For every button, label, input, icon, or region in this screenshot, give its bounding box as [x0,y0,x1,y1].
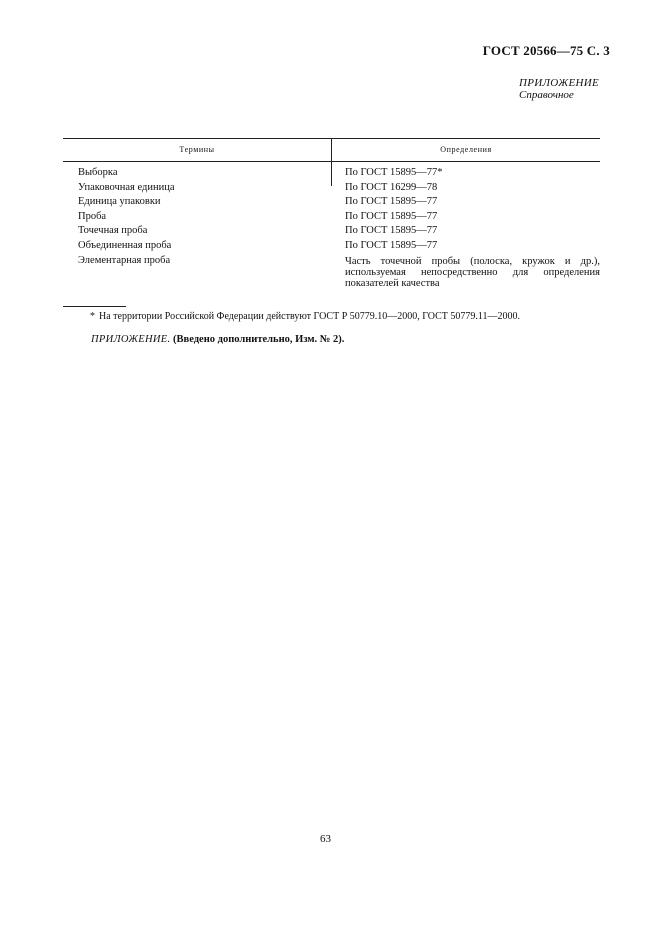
table-row [63,239,600,254]
amendment-note-text: (Введено дополнительно, Изм. № 2). [173,334,345,345]
amendment-note-label: ПРИЛОЖЕНИЕ. [91,334,171,345]
appendix-heading [519,77,599,101]
term-cell: Упаковочная единица [78,181,175,193]
definition-cell: По ГОСТ 15895—77* [345,167,443,178]
term-cell: Элементарная проба [78,254,171,266]
amendment-note [91,334,344,345]
table-row [63,210,600,225]
footnote [90,311,520,322]
column-divider-body [331,162,332,186]
footnote-mark: * [90,311,95,322]
page-header: ГОСТ 20566—75 С. 3 [482,43,610,58]
header-terms: Термины [179,145,215,154]
definition-cell: Часть точечной пробы (полоска, кружок и др.), используемая непосредственно для определения показателей качества [345,255,600,289]
term-cell: Объединенная проба [78,239,172,251]
page-number: 63 [320,833,331,845]
term-cell: Точечная проба [78,225,148,237]
table-row [63,254,600,289]
table-header [63,138,600,162]
term-cell: Выборка [78,167,118,178]
footnote-text: На территории Российской Федерации действуют ГОСТ Р 50779.10—2000, ГОСТ 50779.11—2000. [99,311,521,322]
table-body [63,162,600,289]
appendix-subtitle: Справочное [519,89,574,101]
appendix-title: ПРИЛОЖЕНИЕ [519,77,599,89]
term-cell: Единица упаковки [78,196,161,208]
definition-cell: По ГОСТ 15895—77 [345,196,438,208]
term-cell: Проба [78,210,107,222]
footnote-rule [63,306,126,307]
table-row [63,224,600,239]
definition-cell: По ГОСТ 15895—77 [345,239,438,251]
table-row [63,195,600,210]
terms-table [63,138,600,289]
header-definitions: Определения [440,145,492,154]
definition-cell: По ГОСТ 15895—77 [345,225,438,237]
definition-cell: По ГОСТ 16299—78 [345,181,438,193]
definition-cell: По ГОСТ 15895—77 [345,210,438,222]
